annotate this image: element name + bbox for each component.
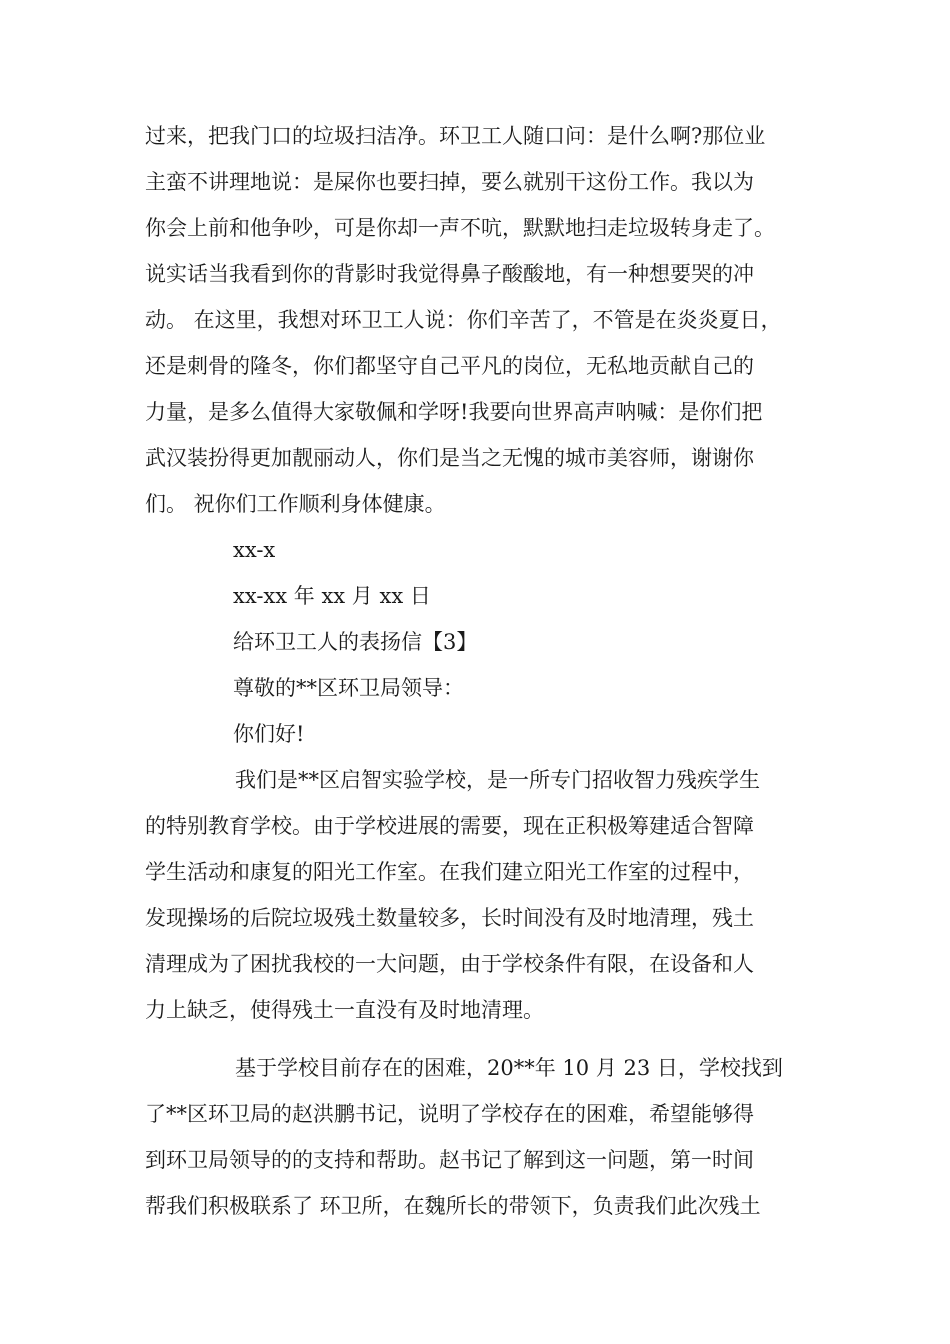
letter-block [145, 527, 825, 757]
paragraph-3 [145, 1045, 825, 1229]
paragraph-1 [145, 113, 825, 527]
greeting: 你们好! [233, 722, 305, 746]
paragraph-line: 动。 在这里，我想对环卫工人说：你们辛苦了，不管是在炎炎夏日， [145, 308, 782, 332]
paragraph-line: 清理成为了困扰我校的一大问题，由于学校条件有限，在设备和人 [145, 952, 754, 976]
paragraph-line: 的特别教育学校。由于学校进展的需要，现在正积极筹建适合智障 [145, 814, 754, 838]
signature: xx-x [233, 538, 276, 562]
paragraph-line: 武汉装扮得更加靓丽动人，你们是当之无愧的城市美容师，谢谢你 [145, 446, 754, 470]
paragraph-line: 学生活动和康复的阳光工作室。在我们建立阳光工作室的过程中， [145, 860, 754, 884]
paragraph-line: 过来，把我门口的垃圾扫洁净。环卫工人随口问：是什么啊?那位业 [145, 124, 766, 148]
paragraph-line: 还是刺骨的隆冬，你们都坚守自己平凡的岗位，无私地贡献自己的 [145, 354, 754, 378]
paragraph-line: 们。 祝你们工作顺利身体健康。 [145, 492, 446, 516]
paragraph-2 [145, 757, 825, 1033]
paragraph-line: 力量，是多么值得大家敬佩和学呀!我要向世界高声呐喊：是你们把 [145, 400, 763, 424]
paragraph-line: 基于学校目前存在的困难，20**年 10 月 23 日，学校找到 [235, 1056, 783, 1080]
salutation: 尊敬的**区环卫局领导： [233, 676, 464, 700]
paragraph-line: 你会上前和他争吵，可是你却一声不吭，默默地扫走垃圾转身走了。 [145, 216, 775, 240]
paragraph-line: 力上缺乏，使得残土一直没有及时地清理。 [145, 998, 544, 1022]
letter-title: 给环卫工人的表扬信【3】 [233, 630, 478, 654]
paragraph-line: 帮我们积极联系了 环卫所，在魏所长的带领下，负责我们此次残土 [145, 1194, 761, 1218]
paragraph-line: 我们是**区启智实验学校，是一所专门招收智力残疾学生 [235, 768, 760, 792]
paragraph-line: 主蛮不讲理地说：是屎你也要扫掉，要么就别干这份工作。我以为 [145, 170, 754, 194]
paragraph-line: 说实话当我看到你的背影时我觉得鼻子酸酸地，有一种想要哭的冲 [145, 262, 754, 286]
paragraph-line: 发现操场的后院垃圾残土数量较多，长时间没有及时地清理，残土 [145, 906, 754, 930]
paragraph-line: 了**区环卫局的赵洪鹏书记，说明了学校存在的困难，希望能够得 [145, 1102, 754, 1126]
paragraph-line: 到环卫局领导的的支持和帮助。赵书记了解到这一问题，第一时间 [145, 1148, 754, 1172]
date: xx-xx 年 xx 月 xx 日 [233, 584, 431, 608]
